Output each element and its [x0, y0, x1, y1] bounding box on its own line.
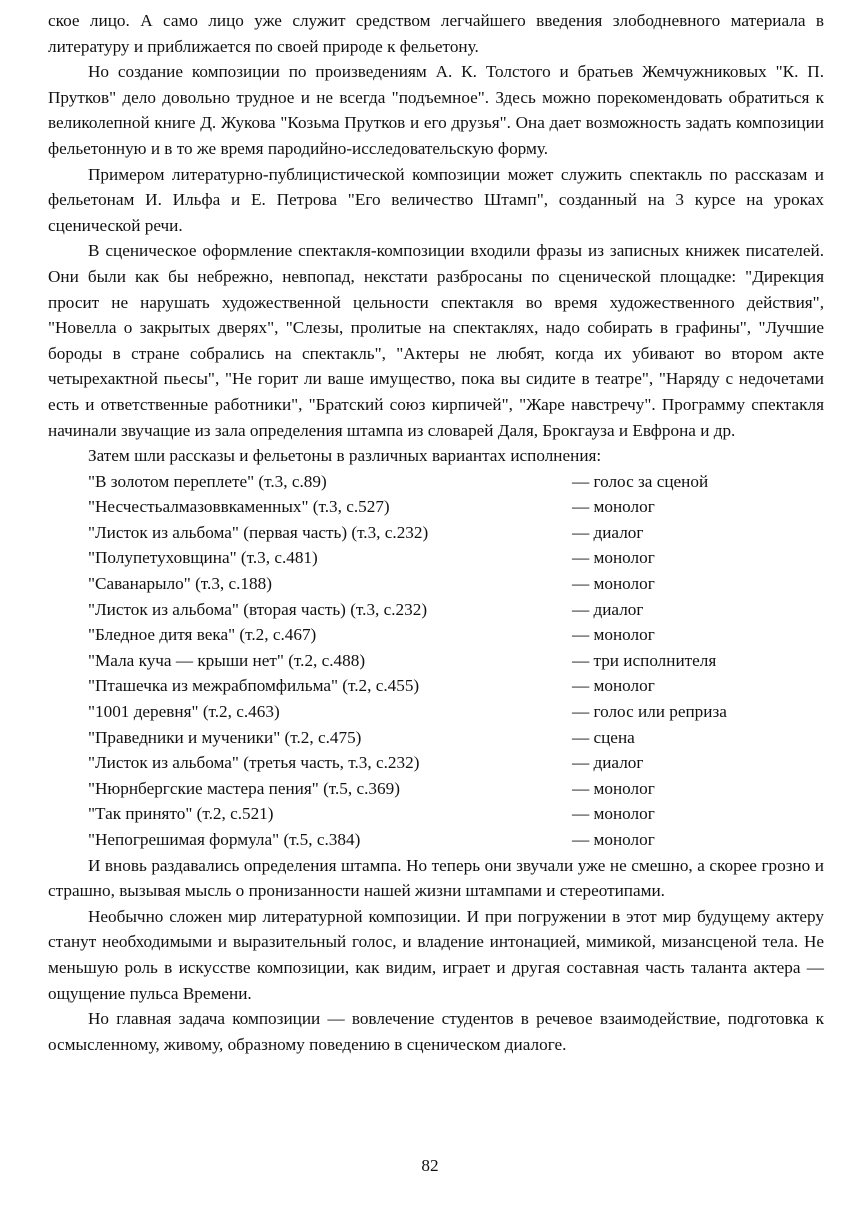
paragraph: Необычно сложен мир литературной композиции. И при погружении в этот мир будущему актеру станут необходимыми и выразительный голос, и владение интонацией, мимикой, мизансценой тела. Не меньшую роль в искусстве композиции, как видим, играет и другая составная часть таланта актера — ощущение пульса Времени. [48, 906, 824, 1003]
item-title: "Полупетуховщина" (т.3, с.481) [88, 548, 318, 568]
item-title: "Листок из альбома" (третья часть, т.3, с.232) [88, 753, 420, 773]
item-title: "1001 деревня" (т.2, с.463) [88, 702, 280, 722]
paragraph: ское лицо. А само лицо уже служит средством легчайшего введения злободневного материала в литературу и приближается по своей природе к фельетону. [48, 11, 824, 56]
paragraph: Примером литературно-публицистической композиции может служить спектакль по рассказам и фельетонам И. Ильфа и Е. Петрова "Его величество Штамп", созданный на 3 курсе на уроках сценической речи. [48, 164, 824, 235]
item-title: "Так принято" (т.2, с.521) [88, 804, 274, 824]
item-form: — монолог [572, 625, 655, 645]
page-body [48, 8, 824, 1057]
list-item [48, 750, 824, 776]
paragraph: Но создание композиции по произведениям А. К. Толстого и братьев Жемчужниковых "К. П. Прутков" дело довольно трудное и не всегда "подъемное". Здесь можно порекомендовать обратиться к великолепной книге Д. Жукова "Козьма Прутков и его друзья". Она дает возможность задать композиции фельетонную и в то же время пародийно-исследовательскую форму. [48, 62, 824, 158]
item-form: — монолог [572, 804, 655, 824]
list-item [48, 469, 824, 495]
item-form: — монолог [572, 574, 655, 594]
item-title: "Непогрешимая формула" (т.5, с.384) [88, 830, 361, 849]
paragraph: В сценическое оформление спектакля-композиции входили фразы из записных книжек писателей. Они были как бы небрежно, невпопад, некстати разбросаны по сценической площадке: "Дирекция просит не нарушать художественной цельности спектакля во время художественного действия", "Новелла о закрытых дверях", "Слезы, пролитые на спектаклях, надо собирать в графины", "Лучшие бороды в стране собрались на спектакль", "Актеры не любят, когда их убивают во втором акте четырехактной пьесы", "Не горит ли ваше имущество, пока вы сидите в театре", "Наряду с недочетами есть и ответственные работники", "Братский союз кирпичей", "Жаре навстречу". Программу спектакля начинали звучащие из зала определения штампа из словарей Даля, Брокгауза и Евфрона и др. [48, 241, 824, 440]
item-title: "Праведники и мученики" (т.2, с.475) [88, 727, 362, 747]
item-form: — голос за сценой [572, 471, 709, 491]
item-form: — монолог [572, 778, 655, 798]
item-form: — диалог [572, 753, 644, 773]
item-form: — монолог [572, 497, 655, 517]
list-intro: Затем шли рассказы и фельетоны в различных вариантах исполнения: [88, 446, 602, 466]
item-form: — сцена [572, 727, 635, 747]
item-form: — голос или реприза [572, 702, 727, 722]
list-item [48, 597, 824, 623]
list-item [48, 776, 824, 802]
item-form: — монолог [572, 676, 655, 696]
item-title: "Бледное дитя века" (т.2, с.467) [88, 625, 317, 645]
paragraph: И вновь раздавались определения штампа. Но теперь они звучали уже не смешно, а скорее грозно и страшно, вызывая мысль о пронизанности нашей жизни штампами и стереотипами. [48, 855, 824, 901]
paragraph: Но главная задача композиции — вовлечение студентов в речевое взаимодействие, подготовка к осмысленному, живому, образному поведению в сценическом диалоге. [48, 1009, 824, 1054]
list-item [48, 699, 824, 725]
list-item [48, 545, 824, 571]
list-item [48, 571, 824, 597]
list-item [48, 725, 824, 751]
list-item [48, 494, 824, 520]
item-title: "Мала куча — крыши нет" (т.2, с.488) [88, 650, 366, 670]
item-form: — монолог [572, 548, 655, 568]
list-item [48, 827, 824, 853]
item-title: "В золотом переплете" (т.3, с.89) [88, 471, 327, 491]
item-form: — монолог [572, 830, 655, 849]
list-item [48, 673, 824, 699]
item-title: "Нюрнбергские мастера пения" (т.5, с.369) [88, 778, 400, 798]
item-form: — три исполнителя [572, 650, 717, 670]
item-title: "Несчестьалмазоввкаменных" (т.3, с.527) [88, 497, 390, 517]
program-list [48, 469, 824, 853]
page-number: 82 [421, 1156, 439, 1175]
list-item [48, 801, 824, 827]
item-title: "Листок из альбома" (вторая часть) (т.3, с.232) [88, 599, 428, 619]
list-item [48, 520, 824, 546]
list-item [48, 622, 824, 648]
item-form: — диалог [572, 522, 644, 542]
item-form: — диалог [572, 599, 644, 619]
item-title: "Пташечка из межрабпомфильма" (т.2, с.455) [88, 676, 420, 696]
item-title: "Саванарыло" (т.3, с.188) [88, 574, 272, 594]
item-title: "Листок из альбома" (первая часть) (т.3, с.232) [88, 522, 429, 542]
list-item [48, 648, 824, 674]
